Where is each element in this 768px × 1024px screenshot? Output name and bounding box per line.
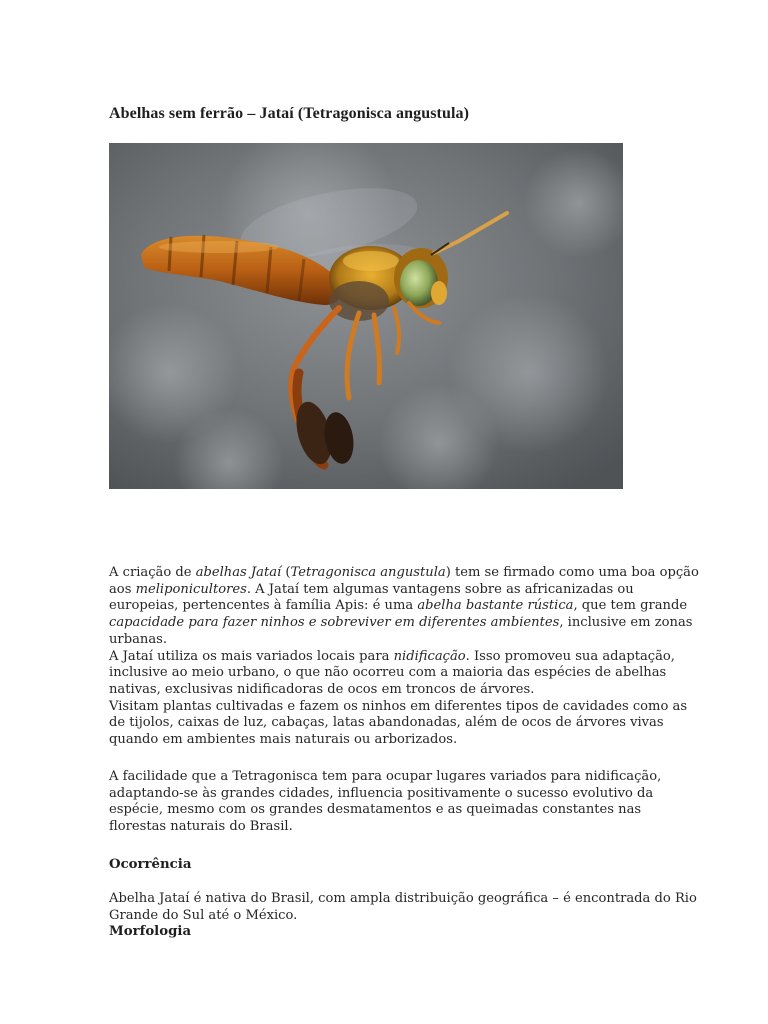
- text-run: ) tem se firmado como uma boa opção aos: [109, 565, 699, 597]
- italic-run: abelha bastante rústica: [417, 598, 574, 614]
- bee-photo: [109, 143, 623, 489]
- paragraph-4: A facilidade que a Tetragonisca tem para ocupar lugares variados para nidificação, adaptando-se às grandes cidades, influencia positivamente o sucesso evolutivo da espécie, mesmo com os grandes desmatamentos e as queimadas constantes nas florestas naturais do Brasil.: [109, 769, 662, 835]
- paragraph-3: Visitam plantas cultivadas e fazem os ninhos em diferentes tipos de cavidades como as de tijolos, caixas de luz, cabaças, latas abandonadas, além de ocos de árvores vivas quando em ambientes mais naturais ou arborizados.: [109, 698, 688, 748]
- italic-run: capacidade para fazer ninhos e sobreviver em diferentes ambientes: [109, 615, 560, 631]
- italic-run: meliponicultores: [135, 581, 247, 597]
- text-run: A Jataí utiliza os mais variados locais para: [109, 648, 394, 664]
- section-heading-ocorrencia: Ocorrência: [109, 857, 192, 872]
- text-run: (: [281, 565, 291, 580]
- text-run: . A Jataí tem algumas vantagens sobre as africanizadas ou europeias, pertencentes à família Apis: é uma: [109, 581, 634, 614]
- italic-run: nidificação: [393, 648, 466, 664]
- paragraph-2: [109, 649, 699, 699]
- occurrence-paragraph: [109, 891, 699, 924]
- italic-run: abelhas Jataí: [195, 565, 282, 580]
- section-heading-morfologia: Morfologia: [109, 924, 192, 939]
- document-title: Abelhas sem ferrão – Jataí (Tetragonisca angustula): [109, 105, 470, 122]
- text-run: A criação de: [109, 565, 196, 580]
- adaptation-paragraph: [109, 769, 699, 836]
- text-run: . Isso promoveu sua adaptação, inclusive ao meio urbano, o que não ocorreu com a maioria das espécies de abelhas nativas, exclusivas nidificadoras de ocos em troncos de árvores.: [109, 648, 675, 697]
- text-run: , que tem grande: [573, 598, 688, 614]
- paragraph-5: Abelha Jataí é nativa do Brasil, com ampla distribuição geográfica – é encontrada do Rio Grande do Sul até o México.: [109, 891, 697, 923]
- italic-run: Tetragonisca angustula: [290, 565, 446, 580]
- intro-paragraphs: [109, 565, 699, 749]
- text-run: , inclusive em zonas urbanas.: [109, 615, 693, 647]
- paragraph-1: [109, 565, 699, 649]
